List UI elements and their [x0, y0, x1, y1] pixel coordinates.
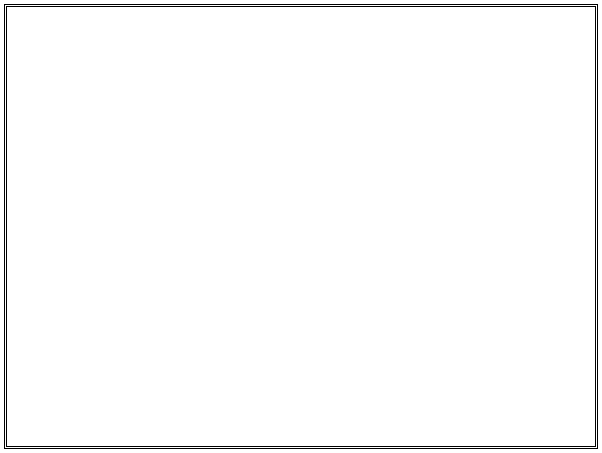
notice-title — [17, 13, 585, 33]
notice-signature — [17, 422, 585, 442]
notice-body — [17, 35, 585, 420]
notice-frame — [4, 4, 598, 449]
